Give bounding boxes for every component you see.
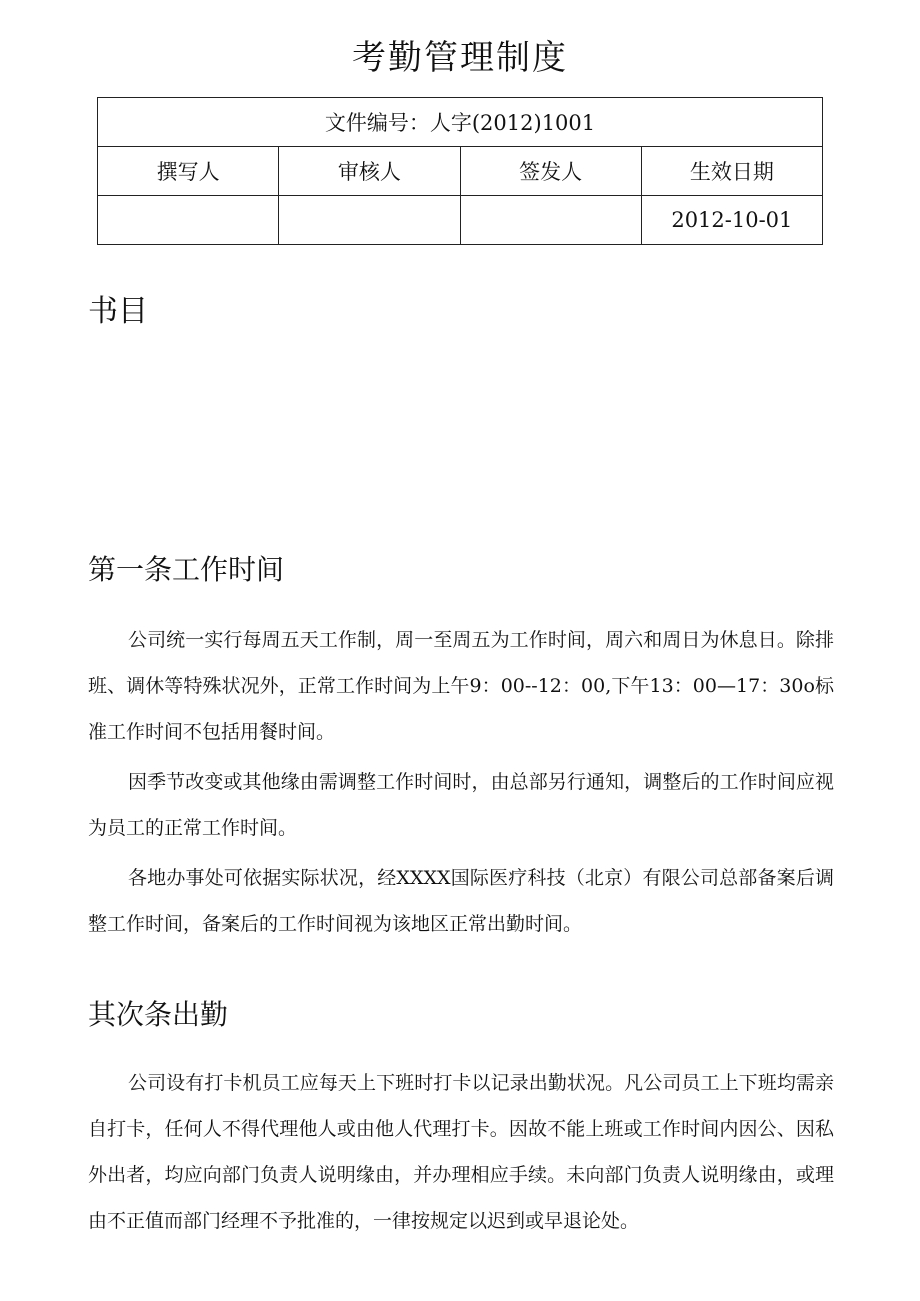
header-effective-date: 生效日期 <box>641 147 822 196</box>
document-title: 考勤管理制度 <box>352 38 568 78</box>
paragraph: 因季节改变或其他缘由需调整工作时间时，由总部另行通知，调整后的工作时间应视为员工的正常工作时间。 <box>88 771 834 839</box>
value-author <box>98 196 279 245</box>
header-reviewer: 审核人 <box>279 147 460 196</box>
doc-number-cell: 文件编号：人字(2012)1001 <box>98 98 823 147</box>
paragraph: 各地办事处可依据实际状况，经XXXX国际医疗科技（北京）有限公司总部备案后调整工作时间，备案后的工作时间视为该地区正常出勤时间。 <box>88 867 834 935</box>
value-row <box>98 196 823 245</box>
toc-heading: 书目 <box>88 294 148 329</box>
value-issuer <box>460 196 641 245</box>
value-effective-date: 2012-10-01 <box>641 196 822 245</box>
header-author: 撰写人 <box>98 147 279 196</box>
section-title-work-hours: 第一条工作时间 <box>88 553 285 586</box>
doc-number-row <box>98 98 823 147</box>
document-info-table <box>97 97 823 245</box>
value-reviewer <box>279 196 460 245</box>
paragraph: 公司设有打卡机员工应每天上下班时打卡以记录出勤状况。凡公司员工上下班均需亲自打卡，任何人不得代理他人或由他人代理打卡。因故不能上班或工作时间内因公、因私外出者，均应向部门负责人说明缘由，并办理相应手续。未向部门负责人说明缘由，或理由不正值而部门经理不予批准的，一律按规定以迟到或早退论处。 <box>88 1072 834 1232</box>
section-title-attendance: 其次条出勤 <box>88 998 229 1031</box>
paragraph: 公司统一实行每周五天工作制，周一至周五为工作时间，周六和周日为休息日。除排班、调休等特殊状况外，正常工作时间为上午9：00--12：00,下午13：00—17：30o标准工作时间不包括用餐时间。 <box>88 629 834 743</box>
header-issuer: 签发人 <box>460 147 641 196</box>
header-row <box>98 147 823 196</box>
